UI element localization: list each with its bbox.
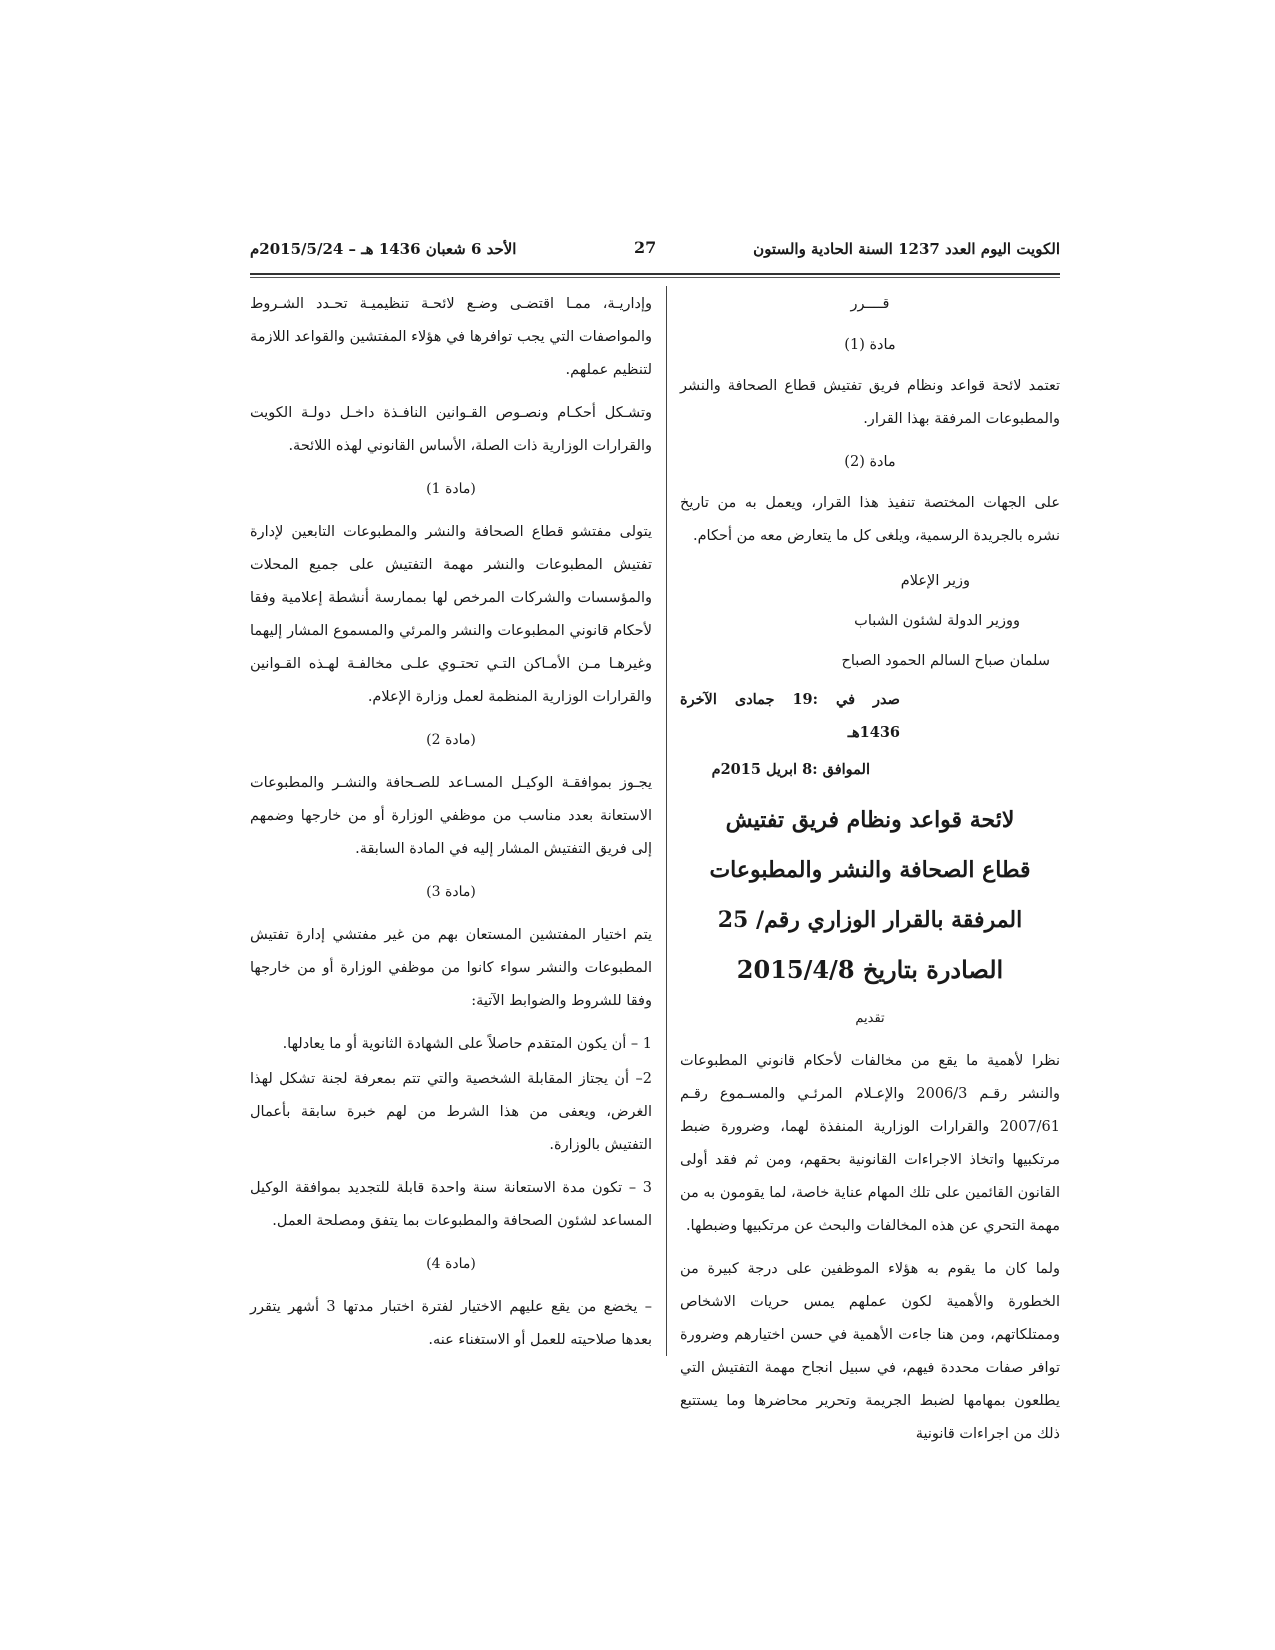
regulation-article-3-text: يتم اختيار المفتشين المستعان بهم من غير مفتشي إدارة تفتيش المطبوعات والنشر سواء كانوا من موظفي الوزارة أو من خارجها وفقا للشروط والضوابط الآتية:	[250, 927, 652, 1009]
decision-article-1-text: تعتمد لائحة قواعد ونظام فريق تفتيش قطاع الصحافة والنشر والمطبوعات المرفقة بهذا القرار.	[680, 378, 1060, 427]
header-issue-info: الكويت اليوم العدد 1237 السنة الحادية والستون	[753, 240, 1060, 258]
regulation-title-line-4: الصادرة بتاريخ 2015/4/8	[736, 955, 1004, 984]
regulation-article-1-text: يتولى مفتشو قطاع الصحافة والنشر والمطبوعات التابعين لإدارة تفتيش المطبوعات والنشر مهمة التفتيش على جميع المحلات والمؤسسات والشركات المرخص لها بممارسة أنشطة إعلامية وفقا لأحكام قانوني المطبوعات والنشر والمرئي والمسموع المشار إليهما وغيرهـا مـن الأمـاكن التـي تحتـوي علـى مخالفـة لهـذه القـوانين والقرارات الوزارية المنظمة لعمل وزارة الإعلام.	[250, 524, 652, 705]
condition-item-3: 3 – تكون مدة الاستعانة سنة واحدة قابلة للتجديد بموافقة الوكيل المساعد لشئون الصحافة والمطبوعات بما يتفق ومصلحة العمل.	[250, 1180, 652, 1229]
regulation-title-line-1: لائحة قواعد ونظام فريق تفتيش	[725, 807, 1015, 833]
regulation-article-2-title: (مادة 2)	[426, 732, 476, 748]
page-header	[250, 236, 1060, 266]
signer-title-minister-youth: ووزير الدولة لشئون الشباب	[854, 613, 1020, 629]
signer-title-minister-information: وزير الإعلام	[900, 573, 970, 589]
left-column	[250, 288, 652, 1367]
issued-date-gregorian: الموافق :8 ابريل 2015م	[711, 761, 870, 778]
issued-date-hijri: صدر في :19 جمادى الآخرة 1436هـ	[680, 691, 900, 741]
regulation-article-1-title: (مادة 1)	[426, 481, 476, 497]
right-column	[680, 288, 1060, 1461]
condition-item-1: 1 – أن يكون المتقدم حاصلاً على الشهادة الثانوية أو ما يعادلها.	[282, 1036, 652, 1052]
decision-article-2-title: مادة (2)	[844, 454, 896, 470]
signer-name: سلمان صباح السالم الحمود الصباح	[841, 653, 1050, 669]
introduction-paragraph-1: نظرا لأهمية ما يقع من مخالفات لأحكام قانوني المطبوعات والنشر رقـم 2006/3 والإعـلام المرئـي والمسـموع رقـم 2007/61 والقرارات الوزارية المنفذة لهما، وضرورة ضبط مرتكبيها واتخاذ الاجراءات القانونية بحقهم، ومن ثم فقد أولى القانون القائمين على تلك المهام عناية خاصة، لما يقومون به من مهمة التحري عن هذه المخالفات والبحث عن مرتكبيها وضبطها.	[679, 1053, 1060, 1234]
header-date: الأحد 6 شعبان 1436 هـ – 2015/5/24م	[250, 240, 517, 258]
header-page-number: 27	[634, 238, 657, 257]
header-rule-thick	[250, 273, 1060, 275]
introduction-continuation: وإداريـة، ممـا اقتضـى وضـع لائحـة تنظيميـة تحـدد الشـروط والمواصفات التي يجب توافرها في هؤلاء المفتشين والقواعد اللازمة لتنظيم عملهم.	[250, 296, 652, 378]
column-divider	[666, 286, 667, 1356]
legal-basis-paragraph: وتشـكل أحكـام ونصـوص القـوانين النافـذة داخـل دولـة الكويت والقرارات الوزارية ذات الصلة، الأساس القانوني لهذه اللائحة.	[250, 405, 652, 454]
introduction-paragraph-2: ولما كان ما يقوم به هؤلاء الموظفين على درجة كبيرة من الخطورة والأهمية لكون عملهم يمس حريات الاشخاص وممتلكاتهم، ومن هنا جاءت الأهمية في حسن اختيارهم وضرورة توافر صفات محددة فيهم، في سبيل انجاح مهمة التفتيش التي يطلعون بمهامها لضبط الجريمة وتحرير محاضرها وما يستتبع ذلك من اجراءات قانونية	[680, 1261, 1060, 1442]
decision-article-2-text: على الجهات المختصة تنفيذ هذا القرار، ويعمل به من تاريخ نشره بالجريدة الرسمية، ويلغى كل ما يتعارض معه من أحكام.	[680, 495, 1060, 544]
regulation-title-line-3: المرفقة بالقرار الوزاري رقم/ 25	[717, 907, 1023, 933]
decision-title: قــــرر	[850, 296, 890, 312]
regulation-article-4-text: – يخضع من يقع عليهم الاختيار لفترة اختبار مدتها 3 أشهر يتقرر بعدها صلاحيته للعمل أو الاستغناء عنه.	[250, 1299, 652, 1348]
decision-article-1-title: مادة (1)	[844, 337, 896, 353]
introduction-heading: تقديم	[855, 1011, 885, 1026]
regulation-article-2-text: يجـوز بموافقـة الوكيـل المسـاعد للصـحافة والنشـر والمطبوعات الاستعانة بعدد مناسب من موظفي الوزارة أو من خارجها وضمهم إلى فريق التفتيش المشار إليه في المادة السابقة.	[250, 775, 652, 857]
regulation-title-line-2: قطاع الصحافة والنشر والمطبوعات	[709, 857, 1031, 883]
header-rule-thin	[250, 277, 1060, 278]
regulation-article-3-title: (مادة 3)	[426, 884, 476, 900]
condition-item-2: 2– أن يجتاز المقابلة الشخصية والتي تتم بمعرفة لجنة تشكل لهذا الغرض، ويعفى من هذا الشرط من لهم خبرة سابقة بأعمال التفتيش بالوزارة.	[250, 1071, 652, 1153]
regulation-article-4-title: (مادة 4)	[426, 1256, 476, 1272]
